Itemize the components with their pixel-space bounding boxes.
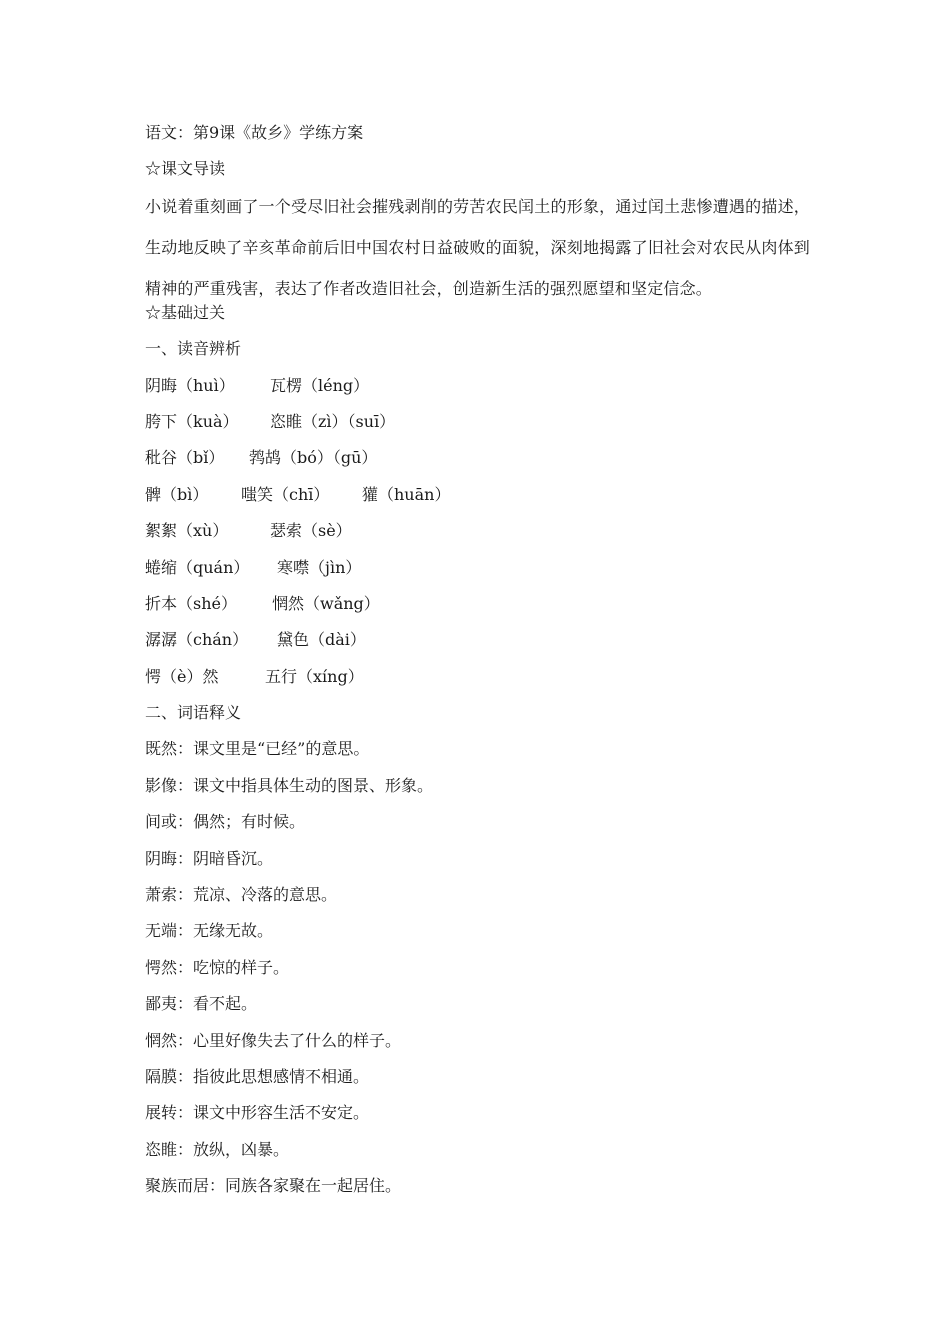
- pronunciation-item: 潺潺（chán）: [145, 630, 249, 650]
- pronunciation-item: 嗤笑（chī）: [241, 484, 330, 504]
- pronunciation-item: 黛色（dài）: [277, 630, 366, 650]
- pronunciation-item: 愕（è）然: [145, 666, 219, 686]
- pronunciation-item: 瑟索（sè）: [270, 521, 352, 541]
- pronunciation-row: [145, 667, 810, 687]
- pronunciation-row: [145, 448, 810, 468]
- definition-item: 惘然：心里好像失去了什么的样子。: [145, 1030, 402, 1050]
- pronunciation-item: 寒噤（jìn）: [277, 557, 362, 577]
- basics-heading: ☆基础过关: [145, 302, 226, 322]
- pronunciation-item: 胯下（kuà）: [145, 411, 239, 431]
- pronunciation-row: [145, 521, 810, 541]
- pronunciation-item: 鹁鸪（bó）（gū）: [249, 448, 378, 468]
- pronunciation-item: 絮絮（xù）: [145, 521, 229, 541]
- definition-item: 隔膜：指彼此思想感情不相通。: [145, 1066, 370, 1086]
- definition-item: 萧索：荒凉、冷落的意思。: [145, 885, 338, 905]
- definition-item: 鄙夷：看不起。: [145, 994, 258, 1014]
- pronunciation-row: [145, 376, 810, 396]
- pronunciation-item: 獾（huān）: [362, 484, 451, 504]
- definition-item: 既然：课文里是“已经”的意思。: [145, 739, 370, 759]
- definition-item: 间或：偶然；有时候。: [145, 812, 306, 832]
- definition-item: 无端：无缘无故。: [145, 921, 274, 941]
- guide-paragraph: 小说着重刻画了一个受尽旧社会摧残剥削的劳苦农民闰土的形象，通过闰土悲惨遭遇的描述，生动地反映了辛亥革命前后旧中国农村日益破败的面貌，深刻地揭露了旧社会对农民从肉体到精神的严重残害，表达了作者改造旧社会，创造新生活的强烈愿望和坚定信念。: [145, 196, 810, 298]
- pronunciation-item: 秕谷（bǐ）: [145, 448, 225, 468]
- pronunciation-item: 髀（bì）: [145, 484, 209, 504]
- pronunciation-item: 阴晦（huì）: [145, 375, 235, 395]
- pronunciation-item: 瓦楞（léng）: [270, 375, 370, 395]
- document-page: [145, 123, 810, 1213]
- definition-item: 展转：课文中形容生活不安定。: [145, 1103, 370, 1123]
- section-heading-pronunciation: 一、读音辨析: [145, 339, 242, 359]
- pronunciation-row: [145, 594, 810, 614]
- definition-item: 愕然：吃惊的样子。: [145, 957, 290, 977]
- pronunciation-row: [145, 412, 810, 432]
- pronunciation-row: [145, 485, 810, 505]
- pronunciation-row: [145, 630, 810, 650]
- pronunciation-item: 五行（xíng）: [265, 666, 364, 686]
- pronunciation-row: [145, 558, 810, 578]
- definition-item: 恣睢：放纵，凶暴。: [145, 1139, 290, 1159]
- definition-item: 阴晦：阴暗昏沉。: [145, 848, 274, 868]
- pronunciation-item: 惘然（wǎng）: [272, 593, 380, 613]
- pronunciation-item: 恣睢（zì）（suī）: [270, 411, 396, 431]
- definition-item: 聚族而居：同族各家聚在一起居住。: [145, 1176, 402, 1196]
- document-title: 语文：第9课《故乡》学练方案: [145, 123, 364, 142]
- pronunciation-item: 蜷缩（quán）: [145, 557, 250, 577]
- pronunciation-item: 折本（shé）: [145, 593, 237, 613]
- definition-item: 影像：课文中指具体生动的图景、形象。: [145, 775, 434, 795]
- section-heading-definitions: 二、词语释义: [145, 703, 242, 723]
- guide-heading: ☆课文导读: [145, 159, 226, 179]
